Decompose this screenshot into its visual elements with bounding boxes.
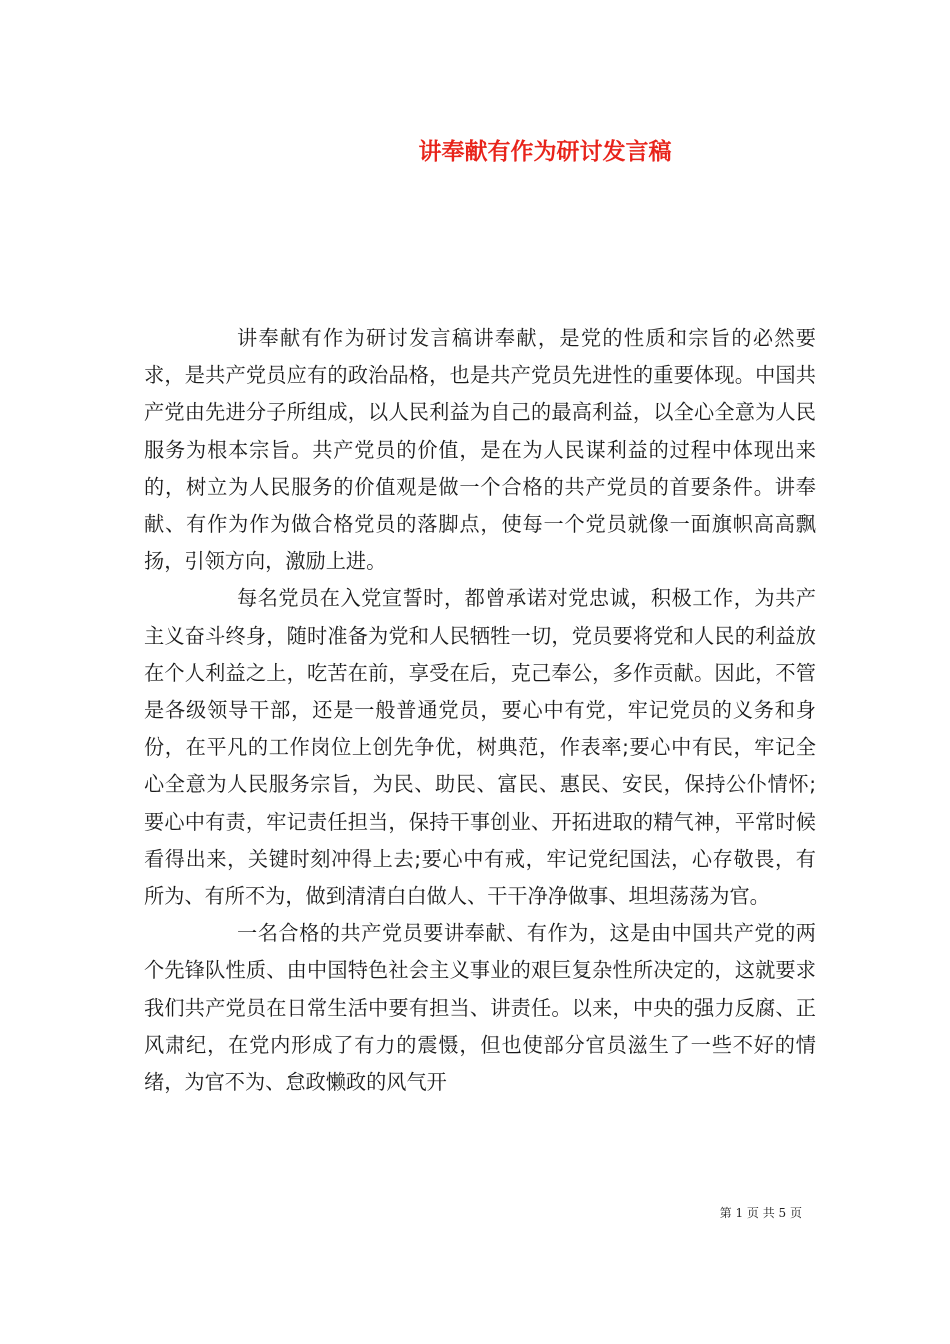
document-title: 讲奉献有作为研讨发言稿 xyxy=(418,138,672,165)
paragraph-2: 每名党员在入党宣誓时，都曾承诺对党忠诚，积极工作，为共产主义奋斗终身，随时准备为党和人民牺牲一切，党员要将党和人民的利益放在个人利益之上，吃苦在前，享受在后，克己奉公，多作贡献。因此，不管是各级领导干部，还是一般普通党员，要心中有党，牢记党员的义务和身份，在平凡的工作岗位上创先争优，树典范，作表率;要心中有民，牢记全心全意为人民服务宗旨，为民、助民、富民、惠民、安民，保持公仆情怀;要心中有责，牢记责任担当，保持干事创业、开拓进取的精气神，平常时候看得出来，关键时刻冲得上去;要心中有戒，牢记党纪国法，心存敬畏，有所为、有所不为，做到清清白白做人、干干净净做事、坦坦荡荡为官。 xyxy=(144,586,816,909)
paragraph-3: 一名合格的共产党员要讲奉献、有作为，这是由中国共产党的两个先锋队性质、由中国特色社会主义事业的艰巨复杂性所决定的，这就要求我们共产党员在日常生活中要有担当、讲责任。以来，中央的强力反腐、正风肃纪，在党内形成了有力的震慑，但也使部分官员滋生了一些不好的情绪，为官不为、怠政懒政的风气开 xyxy=(144,921,816,1095)
document-body xyxy=(144,320,816,1101)
page-number-footer: 第 1 页 共 5 页 xyxy=(719,1206,802,1220)
paragraph-1: 讲奉献有作为研讨发言稿讲奉献，是党的性质和宗旨的必然要求，是共产党员应有的政治品格，也是共产党员先进性的重要体现。中国共产党由先进分子所组成，以人民利益为自己的最高利益，以全心全意为人民服务为根本宗旨。共产党员的价值，是在为人民谋利益的过程中体现出来的，树立为人民服务的价值观是做一个合格的共产党员的首要条件。讲奉献、有作为作为做合格党员的落脚点，使每一个党员就像一面旗帜高高飘扬，引领方向，激励上进。 xyxy=(144,326,816,574)
